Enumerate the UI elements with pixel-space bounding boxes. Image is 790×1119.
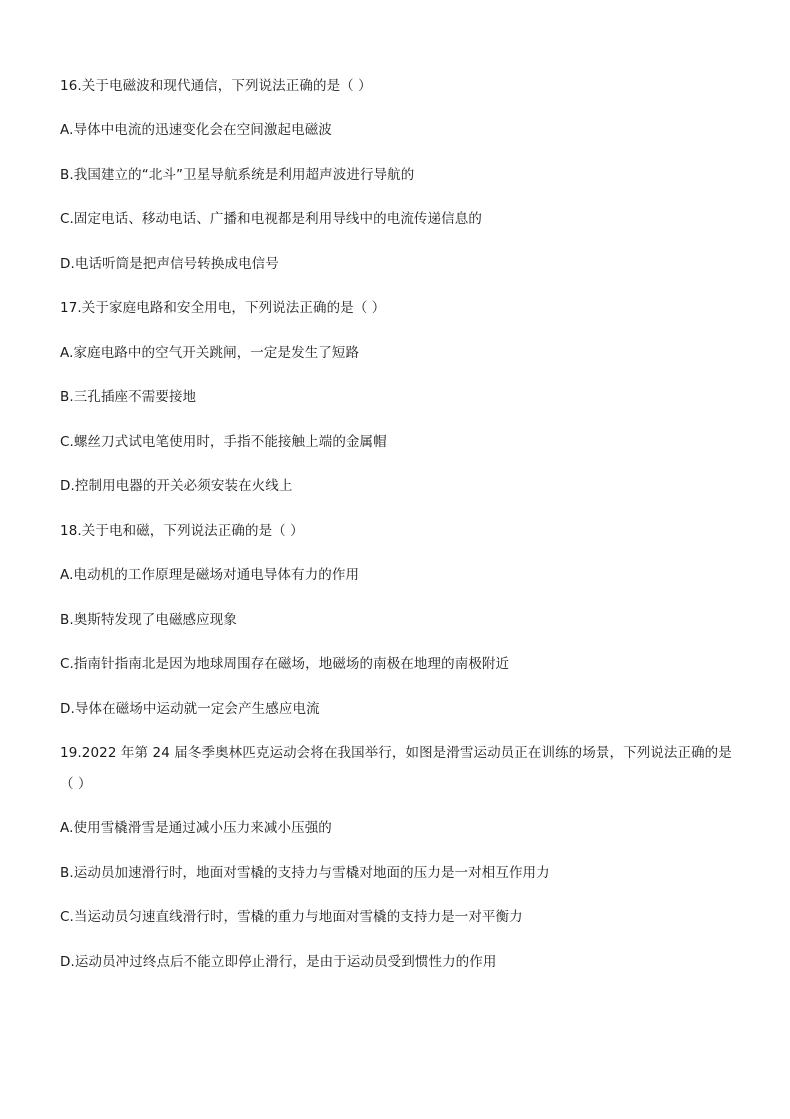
question-18-stem: 18.关于电和磁，下列说法正确的是（ ） bbox=[60, 523, 304, 539]
question-16-option-b: B.我国建立的“北斗”卫星导航系统是利用超声波进行导航的 bbox=[60, 167, 415, 183]
question-18-option-a: A.电动机的工作原理是磁场对通电导体有力的作用 bbox=[60, 567, 360, 583]
question-19-stem: 19.2022 年第 24 届冬季奥林匹克运动会将在我国举行，如图是滑雪运动员正在训练的场景，下列说法正确的是（ ） bbox=[60, 745, 732, 792]
question-17-option-a: A.家庭电路中的空气开关跳闸，一定是发生了短路 bbox=[60, 345, 360, 361]
question-18-option-b: B.奥斯特发现了电磁感应现象 bbox=[60, 612, 237, 628]
question-19-option-d: D.运动员冲过终点后不能立即停止滑行，是由于运动员受到惯性力的作用 bbox=[60, 954, 497, 970]
question-16-stem: 16.关于电磁波和现代通信，下列说法正确的是（ ） bbox=[60, 78, 372, 94]
question-16-option-c: C.固定电话、移动电话、广播和电视都是利用导线中的电流传递信息的 bbox=[60, 211, 482, 227]
question-19-option-a: A.使用雪橇滑雪是通过减小压力来减小压强的 bbox=[60, 820, 332, 836]
question-19-option-b: B.运动员加速滑行时，地面对雪橇的支持力与雪橇对地面的压力是一对相互作用力 bbox=[60, 865, 550, 881]
question-19-option-c: C.当运动员匀速直线滑行时，雪橇的重力与地面对雪橇的支持力是一对平衡力 bbox=[60, 909, 523, 925]
question-17-option-c: C.螺丝刀式试电笔使用时，手指不能接触上端的金属帽 bbox=[60, 434, 387, 450]
question-16-option-a: A.导体中电流的迅速变化会在空间激起电磁波 bbox=[60, 122, 332, 138]
question-18-option-d: D.导体在磁场中运动就一定会产生感应电流 bbox=[60, 701, 320, 717]
question-18-option-c: C.指南针指南北是因为地球周围存在磁场，地磁场的南极在地理的南极附近 bbox=[60, 656, 510, 672]
question-16-option-d: D.电话听筒是把声信号转换成电信号 bbox=[60, 256, 279, 272]
question-17-option-d: D.控制用电器的开关必须安装在火线上 bbox=[60, 478, 293, 494]
question-17-stem: 17.关于家庭电路和安全用电，下列说法正确的是（ ） bbox=[60, 300, 386, 316]
question-17-option-b: B.三孔插座不需要接地 bbox=[60, 389, 197, 405]
